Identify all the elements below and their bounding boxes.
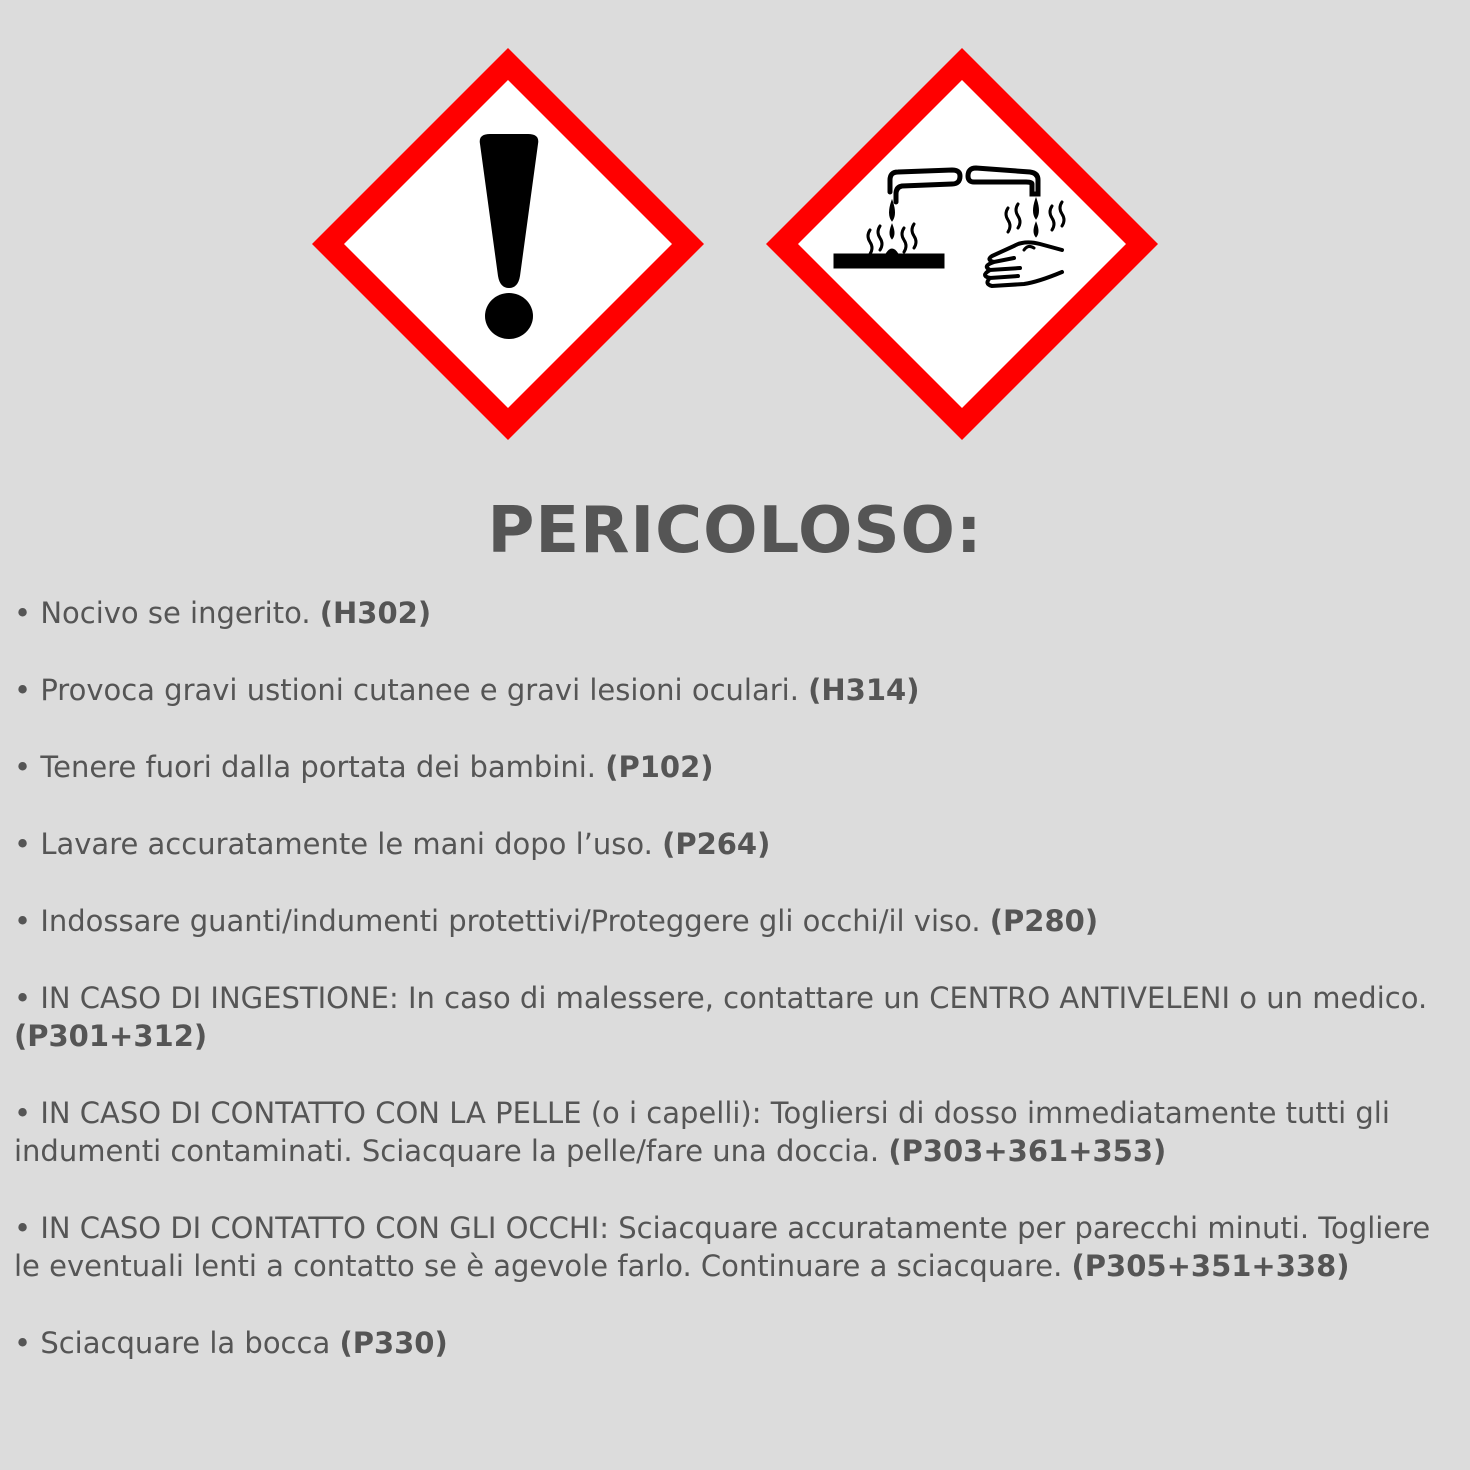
statement-code: (H302) <box>319 596 432 630</box>
statement-text: Indossare guanti/indumenti protettivi/Proteggere gli occhi/il viso. <box>40 904 981 938</box>
statement-code: (P264) <box>662 827 771 861</box>
statement-code: (P102) <box>605 750 714 784</box>
bullet: • <box>14 1096 32 1130</box>
statement-item <box>14 671 1460 709</box>
statement-text: Tenere fuori dalla portata dei bambini. <box>40 750 596 784</box>
statement-item <box>14 902 1460 940</box>
statement-item <box>14 1094 1460 1170</box>
bullet: • <box>14 596 32 630</box>
bullet: • <box>14 1211 32 1245</box>
page-title: PERICOLOSO: <box>487 494 983 568</box>
hazard-pictograms <box>0 0 1470 460</box>
statement-text: Sciacquare la bocca <box>40 1326 331 1360</box>
statement-code: (H314) <box>808 673 920 707</box>
statement-code: (P303+361+353) <box>888 1134 1167 1168</box>
statement-item <box>14 594 1460 632</box>
statement-item <box>14 1209 1460 1285</box>
statement-text: IN CASO DI INGESTIONE: In caso di malessere, contattare un CENTRO ANTIVELENI o un medico. <box>40 981 1428 1015</box>
hazard-statement-list <box>14 594 1460 1401</box>
statement-code: (P301+312) <box>14 1019 208 1053</box>
exclamation-mark-pictogram <box>308 44 708 444</box>
statement-item <box>14 979 1460 1055</box>
bullet: • <box>14 904 32 938</box>
statement-text: Nocivo se ingerito. <box>40 596 311 630</box>
bullet: • <box>14 750 32 784</box>
statement-item <box>14 825 1460 863</box>
statement-text: IN CASO DI CONTATTO CON GLI OCCHI: Sciacquare accuratamente per parecchi minuti. Togliere le eventuali lenti a contatto se è agevole farlo. Continuare a sciacquare. <box>14 1211 1431 1283</box>
corrosion-pictogram <box>762 44 1162 444</box>
statement-item <box>14 1324 1460 1362</box>
bullet: • <box>14 673 32 707</box>
bullet: • <box>14 1326 32 1360</box>
statement-code: (P280) <box>989 904 1099 938</box>
bullet: • <box>14 981 32 1015</box>
bullet: • <box>14 827 32 861</box>
statement-text: Provoca gravi ustioni cutanee e gravi lesioni oculari. <box>40 673 799 707</box>
statement-item <box>14 748 1460 786</box>
statement-code: (P330) <box>339 1326 448 1360</box>
statement-code: (P305+351+338) <box>1071 1249 1350 1283</box>
statement-text: Lavare accuratamente le mani dopo l’uso. <box>40 827 653 861</box>
statement-text: IN CASO DI CONTATTO CON LA PELLE (o i capelli): Togliersi di dosso immediatamente tutti gli indumenti contaminati. Sciacquare la pelle/fare una doccia. <box>14 1096 1390 1168</box>
